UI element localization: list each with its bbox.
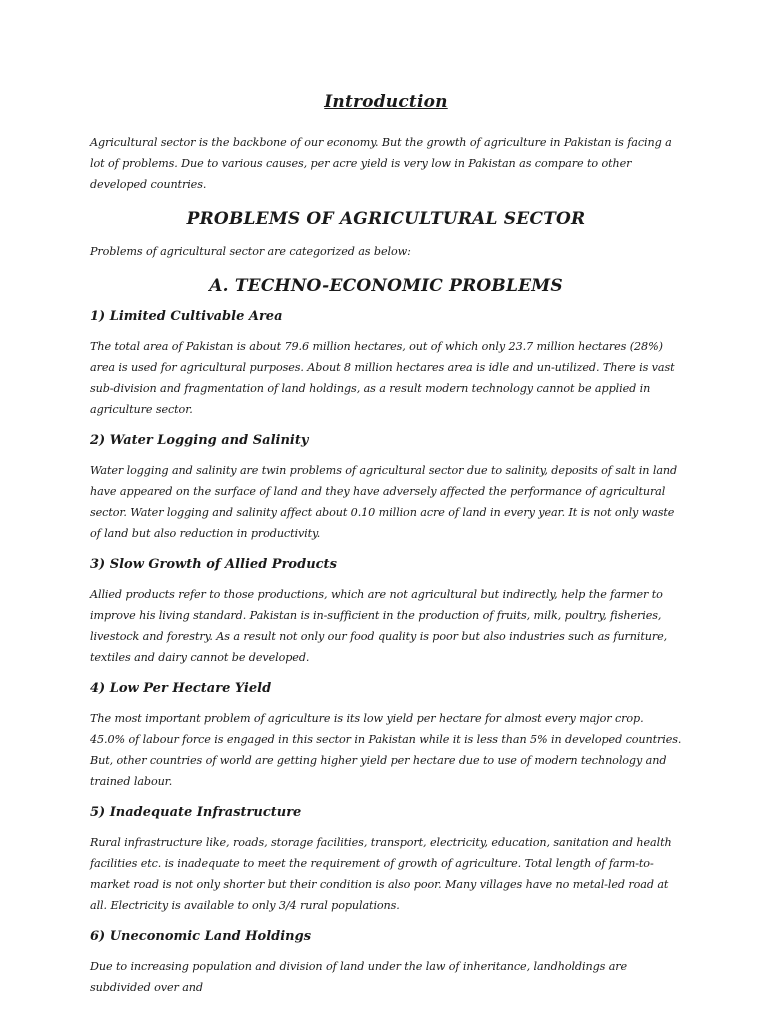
- problem-text: Allied products refer to those productions, which are not agricultural but indirectly, help the farmer to improve his living standard. Pakistan is in-sufficient in the production of fruits, milk, poultry, fisheries, livestock and forestry. As a result not only our food quality is poor but also industries such as furniture, textiles and dairy cannot be developed.: [90, 588, 668, 664]
- problem-heading: 3) Slow Growth of Allied Products: [90, 557, 337, 572]
- problem-heading: 1) Limited Cultivable Area: [90, 309, 283, 324]
- categorized-text: Problems of agricultural sector are categorized as below:: [90, 245, 411, 258]
- problem-text: Rural infrastructure like, roads, storage facilities, transport, electricity, education, sanitation and health facilities etc. is inadequate to meet the requirement of growth of agriculture. Total length of farm-to-market road is not only shorter but their condition is also poor. Many villages have no metal-led road at all. Electricity is available to only 3/4 rural populations.: [90, 836, 672, 912]
- subsection-title: A. TECHNO-ECONOMIC PROBLEMS: [209, 276, 563, 296]
- problem-item-2: [90, 433, 682, 544]
- problem-text: The total area of Pakistan is about 79.6 million hectares, out of which only 23.7 million hectares (28%) area is used for agricultural purposes. About 8 million hectares area is idle and un-utilized. There is vast sub-division and fragmentation of land holdings, as a result modern technology cannot be applied in agriculture sector.: [90, 340, 675, 416]
- problem-text: Water logging and salinity are twin problems of agricultural sector due to salinity, deposits of salt in land have appeared on the surface of land and they have adversely affected the performance of agricultural sector. Water logging and salinity affect about 0.10 million acre of land in every year. It is not only waste of land but also reduction in productivity.: [90, 464, 678, 540]
- document-page: [90, 92, 682, 998]
- problem-text: The most important problem of agriculture is its low yield per hectare for almost every major crop. 45.0% of labour force is engaged in this sector in Pakistan while it is less than 5% in developed countries. But, other countries of world are getting higher yield per hectare due to use of modern technology and trained labour.: [90, 712, 682, 788]
- page-title: Introduction: [324, 92, 448, 112]
- problem-item-1: [90, 309, 682, 420]
- intro-paragraph: Agricultural sector is the backbone of our economy. But the growth of agriculture in Pakistan is facing a lot of problems. Due to various causes, per acre yield is very low in Pakistan as compare to other developed countries.: [90, 136, 672, 191]
- problem-text: Due to increasing population and division of land under the law of inheritance, landholdings are subdivided over and: [90, 960, 628, 994]
- problem-heading: 4) Low Per Hectare Yield: [90, 681, 272, 696]
- problem-item-4: [90, 681, 682, 792]
- problem-heading: 6) Uneconomic Land Holdings: [90, 929, 312, 944]
- problem-item-6: [90, 929, 682, 998]
- problem-heading: 5) Inadequate Infrastructure: [90, 805, 302, 820]
- problem-item-5: [90, 805, 682, 916]
- problem-heading: 2) Water Logging and Salinity: [90, 433, 309, 448]
- problem-item-3: [90, 557, 682, 668]
- section-title: PROBLEMS OF AGRICULTURAL SECTOR: [186, 209, 586, 229]
